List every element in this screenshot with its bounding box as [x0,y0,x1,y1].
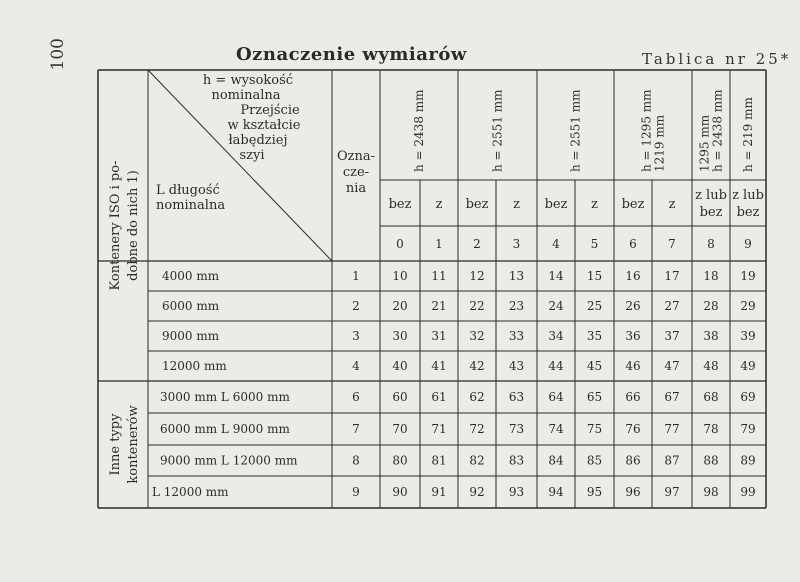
code-header: 7 [668,237,676,251]
table-cell: 94 [548,485,564,499]
table-cell: 17 [664,269,680,283]
row-code: 4 [352,359,360,373]
height-group-header: h = 1295 mm [639,89,654,172]
table-cell: 67 [664,390,680,404]
code-header: 3 [512,237,521,251]
table-cell: 99 [740,485,756,499]
sub-header: bez [736,205,760,220]
corner-height-label: szyi [239,148,265,163]
table-cell: 34 [548,329,564,343]
table-cell: 73 [508,422,525,436]
table-cell: 38 [703,329,719,343]
length-label: 6000 mm [162,299,220,313]
table-cell: 78 [703,422,719,436]
oznaczenia-header: nia [345,181,367,196]
table-cell: 31 [431,329,447,343]
length-label: 4000 mm [162,269,220,283]
corner-height-label: Przejście [240,103,300,118]
table-cell: 83 [508,453,525,468]
table-cell: 32 [469,329,485,343]
table-cell: 89 [740,453,756,468]
table-cell: 28 [703,299,719,313]
table-cell: 36 [625,329,641,343]
code-header: 9 [744,237,752,251]
table-cell: 20 [392,299,408,313]
table-cell: 88 [703,453,719,468]
table-cell: 72 [469,422,485,436]
oznaczenia-header: Ozna- [336,149,376,164]
table-cell: 39 [740,329,756,343]
table-cell: 90 [392,485,408,499]
table-cell: 95 [586,485,603,499]
height-group-header: h = 2438 mm [710,89,725,172]
row-code: 7 [352,422,360,436]
row-code: 2 [352,299,360,313]
table-cell: 37 [664,329,680,343]
corner-height-label: h = wysokość [202,73,294,88]
height-group-header: h = 2551 mm [568,89,583,172]
sub-header: bez [388,197,412,212]
length-label: 9000 mm L 12000 mm [160,453,298,468]
table-cell: 41 [431,359,447,373]
table-cell: 21 [431,299,447,313]
height-group-header: h = 2438 mm [412,89,426,172]
table-cell: 86 [625,453,641,468]
table-cell: 40 [392,359,408,373]
table-cell: 13 [508,269,525,283]
table-cell: 80 [392,453,408,468]
sub-header: z [435,197,443,212]
height-group-header: 1219 mm [652,114,667,172]
table-cell: 69 [740,390,756,404]
table-cell: 19 [740,269,756,283]
row-code: 3 [352,329,360,343]
table-cell: 18 [703,269,719,283]
table-cell: 75 [586,422,603,436]
table-cell: 76 [625,422,641,436]
table-cell: 65 [586,390,603,404]
table-cell: 85 [586,453,603,468]
length-label: 9000 mm [162,329,220,343]
sub-header: z [513,197,520,212]
group-label: dobne do nich 1) [126,170,141,281]
table-cell: 15 [586,269,603,283]
sub-header: bez [465,197,489,212]
table-cell: 43 [508,359,525,373]
table-cell: 81 [431,453,447,468]
page-number: 100 [48,38,68,71]
table-cell: 49 [740,359,756,373]
table-cell: 96 [625,485,641,499]
height-group-header: h = 2551 mm [490,89,505,172]
table-cell: 92 [469,485,485,499]
corner-height-label: łabędziej [228,133,288,148]
table-cell: 27 [664,299,680,313]
sub-header: bez [544,197,568,212]
table-cell: 84 [548,453,564,468]
group-label: kontenerów [126,405,141,484]
sub-header: bez [699,205,723,220]
table-cell: 64 [548,390,564,404]
sub-header: z [591,197,598,212]
table-cell: 47 [664,359,680,373]
corner-height-label: nominalna [211,88,281,103]
code-header: 8 [707,237,715,251]
table-cell: 44 [548,359,564,373]
length-label: 3000 mm L 6000 mm [160,390,290,404]
oznaczenia-header: cze- [342,165,370,180]
corner-length-label: nominalna [156,198,226,213]
height-group-header: h = 219 mm [741,97,755,172]
table-cell: 61 [431,390,447,404]
table-cell: 22 [469,299,485,313]
code-header: 0 [396,237,404,251]
length-label: L 12000 mm [152,485,229,499]
table-cell: 11 [431,269,447,283]
page-title: Oznaczenie wymiarów [236,44,467,65]
table-cell: 77 [664,422,680,436]
table-cell: 48 [703,359,719,373]
table-label: Tablica nr 25* [642,50,792,68]
table-cell: 46 [625,359,641,373]
corner-height-label: w kształcie [227,118,301,133]
row-code: 6 [352,390,360,404]
table-cell: 10 [392,269,408,283]
table-cell: 68 [703,390,719,404]
group-label: Kontenery ISO i po- [108,160,123,291]
height-group-header: 1295 mm [697,114,712,172]
table-cell: 63 [508,390,525,404]
table-cell: 25 [586,299,603,313]
table-cell: 71 [431,422,447,436]
table-cell: 14 [548,269,564,283]
table-cell: 79 [740,422,756,436]
table-cell: 33 [508,329,525,343]
length-label: 6000 mm L 9000 mm [160,422,290,436]
table-cell: 29 [740,299,756,313]
table-cell: 45 [586,359,603,373]
sub-header: z [668,197,676,212]
code-header: 1 [435,237,443,251]
sub-header: z lub [695,188,727,203]
code-header: 5 [590,237,599,251]
table-cell: 87 [664,453,680,468]
table-cell: 26 [625,299,641,313]
code-header: 6 [629,237,637,251]
table-cell: 16 [625,269,641,283]
row-code: 9 [352,485,360,499]
table-cell: 82 [469,453,485,468]
table-cell: 60 [392,390,408,404]
table-cell: 24 [548,299,564,313]
table-cell: 74 [548,422,564,436]
table-cell: 93 [508,485,525,499]
sub-header: z lub [732,188,764,203]
sub-header: bez [621,197,645,212]
table-cell: 62 [469,390,485,404]
table-cell: 98 [703,485,719,499]
corner-length-label: L długość [156,183,220,198]
code-header: 4 [552,237,560,251]
row-code: 1 [352,269,360,283]
code-header: 2 [473,237,481,251]
table-cell: 97 [664,485,680,499]
group-label: Inne typy [108,413,123,476]
table-cell: 42 [469,359,485,373]
table-cell: 66 [625,390,641,404]
table-cell: 30 [392,329,408,343]
length-label: 12000 mm [162,359,227,373]
table-cell: 91 [431,485,447,499]
table-cell: 23 [508,299,525,313]
table-cell: 70 [392,422,408,436]
table-cell: 12 [469,269,485,283]
table-cell: 35 [586,329,603,343]
row-code: 8 [352,453,360,468]
